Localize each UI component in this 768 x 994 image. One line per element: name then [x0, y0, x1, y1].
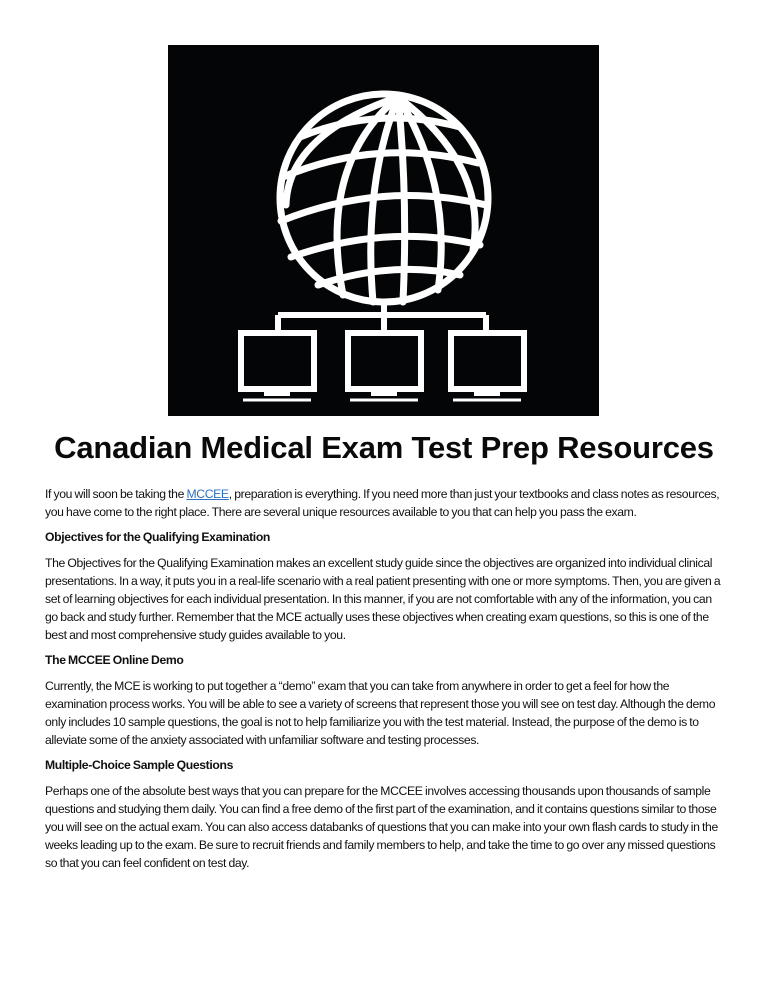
document-title: Canadian Medical Exam Test Prep Resources	[54, 430, 714, 465]
section-heading-sample-questions: Multiple-Choice Sample Questions	[45, 758, 234, 772]
mccee-link[interactable]: MCCEE	[186, 487, 229, 501]
section-body-online-demo: Currently, the MCE is working to put together a “demo” exam that you can take from anywhere in order to get a feel for how the examination process works. You will be able to see a variety of screens that represent those you will see on test day. Although the demo only includes 10 sample questions, the goal is not to help familiarize you with the test material. Instead, the purpose of the demo is to alleviate some of the anxiety associated with unfamiliar software and testing processes.	[45, 679, 716, 747]
intro-text-after-link: , preparation is everything. If you need more than just your textbooks and class notes as resources, you have come to the right place. There are several unique resources available to you that can help you pass the exam.	[45, 487, 720, 519]
section-heading-online-demo: The MCCEE Online Demo	[45, 653, 184, 667]
monitor-icon-left	[241, 333, 314, 400]
globe-icon	[280, 94, 488, 302]
section-body-objectives: The Objectives for the Qualifying Examination makes an excellent study guide since the objectives are organized into individual clinical presentations. In a way, it puts you in a real-life scenario with a real patient presenting with one or more symptoms. Then, you are given a set of learning objectives for each individual presentation. In this manner, if you are not comfortable with any of the information, you can go back and study further. Remember that the MCE actually uses these objectives when creating exam questions, so this is one of the best and most comprehensive study guides available to you.	[45, 556, 721, 642]
intro-text-before-link: If you will soon be taking the	[45, 487, 187, 501]
monitor-icon-center	[348, 333, 421, 400]
section-heading-objectives: Objectives for the Qualifying Examination	[45, 530, 271, 544]
network-connector	[278, 302, 486, 333]
hero-image	[168, 45, 599, 416]
monitor-icon-right	[451, 333, 524, 400]
document-body	[45, 485, 725, 879]
section-body-sample-questions: Perhaps one of the absolute best ways that you can prepare for the MCCEE involves accessing thousands upon thousands of sample questions and studying them daily. You can find a free demo of the first part of the examination, and it contains questions similar to those you will see on the actual exam. You can also access databanks of questions that you can make into your own flash cards to study in the weeks leading up to the exam. Be sure to recruit friends and family members to help, and take the time to go over any missed questions so that you can feel confident on test day.	[45, 784, 718, 870]
intro-paragraph	[45, 485, 725, 521]
